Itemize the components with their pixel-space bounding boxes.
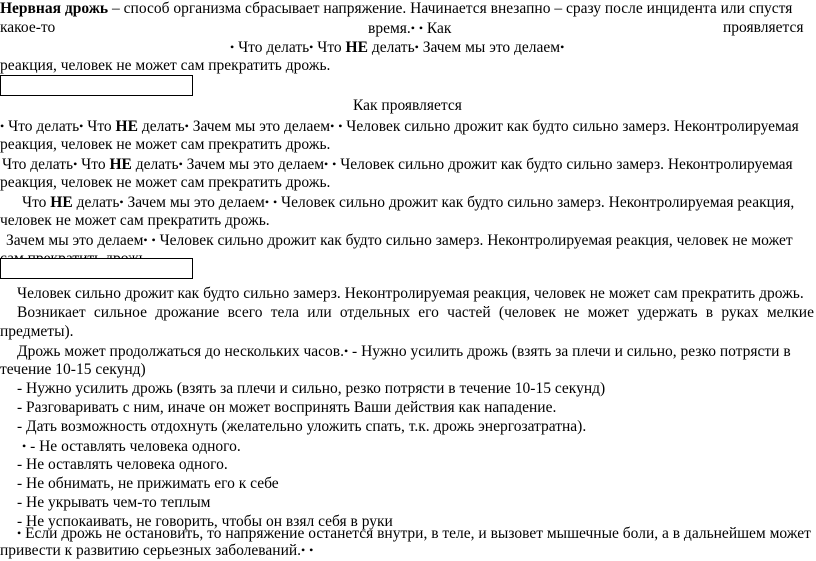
ne-bold: НЕ — [109, 156, 132, 173]
text-fragment: Дрожь может продолжаться до нескольких часов. — [17, 343, 344, 360]
bullet-icon: • — [0, 119, 5, 133]
bullet-icon: • — [119, 195, 124, 209]
bullet-icon: • — [151, 233, 156, 247]
text-line: реакция, человек не может сам прекратить дрожь. — [0, 57, 331, 74]
bullet-icon: • — [178, 157, 183, 171]
bullet-icon: • — [143, 233, 148, 247]
menu-item-text: Что — [317, 39, 346, 56]
justified-text: Возникает сильное дрожание всего тела или отдельных его частей (человек не может удержать в руках мелкие — [17, 304, 814, 321]
bullet-icon: • — [264, 195, 270, 209]
text-line: течение 10-15 секунд) — [0, 361, 146, 378]
intro-line — [0, 0, 792, 18]
bullet-icon: • — [309, 543, 314, 557]
list-item: - Не обнимать, не прижимать его к себе — [17, 475, 279, 492]
empty-box — [0, 258, 193, 279]
bullet-icon: • — [184, 119, 189, 133]
text-line: Человек сильно дрожит как будто сильно замерз. Неконтролируемая реакция, человек не может сам прекратить дрожь. — [17, 285, 804, 302]
text-line: предметы). — [0, 323, 74, 340]
text-fragment: Зачем мы это делаем — [127, 194, 265, 211]
intro-text: – способ организма сбрасывает напряжение. Начинается внезапно – сразу после инцидента или спустя — [108, 0, 793, 17]
bullet-icon: • — [272, 195, 278, 209]
bullet-icon: • — [324, 157, 329, 171]
bullet-icon: • — [73, 157, 78, 171]
ne-bold: НЕ — [50, 194, 73, 211]
text-fragment: привести к развитию серьезных заболеваний. — [0, 542, 302, 559]
text-line — [2, 155, 793, 174]
text-fragment: Что делать — [2, 156, 74, 173]
text-line — [0, 117, 799, 136]
text-fragment: - Не оставлять человека одного. — [26, 438, 241, 455]
text-fragment: Зачем мы это делаем — [192, 118, 331, 135]
text-fragment: Человек сильно дрожит как будто сильно замерз. Неконтролируемая реакция, человек не может — [159, 232, 793, 249]
section-heading: Как проявляется — [353, 97, 462, 114]
bullet-icon: • — [332, 157, 337, 171]
bullet-icon: • — [330, 119, 335, 133]
empty-box — [0, 75, 193, 96]
text-fragment: Что — [22, 194, 51, 211]
text-fragment: делать — [72, 194, 120, 211]
text-fragment: делать — [131, 156, 179, 173]
ne-bold: НЕ — [345, 39, 368, 56]
text-fragment: Зачем мы это делаем — [186, 156, 325, 173]
bullet-icon: • — [338, 119, 343, 133]
list-item: - Разговаривать с ним, иначе он может воспринять Ваши действия как нападение. — [17, 399, 557, 416]
text-fragment: Человек сильно дрожит как будто сильно замерз. Неконтролируемая — [346, 118, 799, 135]
bullet-icon: • — [301, 543, 306, 557]
bullet-icon: • — [309, 40, 314, 54]
text-line — [6, 231, 793, 250]
text-fragment: - Нужно усилить дрожь (взять за плечи и сильно, резко потрясти в — [348, 343, 791, 360]
menu-item-text: Что делать — [238, 39, 310, 56]
text-line: человек не может сам прекратить дрожь. — [0, 212, 270, 229]
text-line — [22, 193, 794, 212]
bullet-icon: • — [230, 40, 235, 54]
bullet-icon: • — [79, 119, 84, 133]
text-fragment: Человек сильно дрожит как будто сильно замерз. Неконтролируемая — [340, 156, 793, 173]
bullet-icon: • — [410, 21, 415, 35]
list-item — [22, 437, 241, 456]
list-item: - Не оставлять человека одного. — [17, 456, 228, 473]
list-item: - Не успокаивать, не говорить, чтобы он взял себя в руки — [17, 513, 393, 530]
bullet-icon: • — [414, 40, 419, 54]
heading-bold: Нервная дрожь — [0, 0, 109, 17]
bullet-icon: • — [17, 526, 22, 540]
text-fragment: Человек сильно дрожит как будто сильно замерз. Неконтролируемая реакция, — [281, 194, 795, 211]
bullet-icon: • — [22, 439, 27, 453]
bullet-icon: • — [418, 21, 424, 35]
text-line — [17, 342, 791, 361]
list-item: - Не укрывать чем-то теплым — [17, 494, 211, 511]
ne-bold: НЕ — [115, 118, 138, 135]
menu-line — [230, 38, 564, 57]
text-fragment: Что делать — [8, 118, 80, 135]
text-fragment: Зачем мы это делаем — [6, 232, 144, 249]
list-item: - Дать возможность отдохнуть (желательно уложить спать, т.к. дрожь энергозатратна). — [17, 418, 587, 435]
text-line: реакция, человек не может сам прекратить дрожь. — [0, 174, 331, 191]
text-fragment: Если дрожь не остановить, то напряжение останется внутри, в теле, и вызовет мышечные боли, а в дальнейшем может — [21, 525, 811, 542]
menu-item-text: Зачем мы это делаем — [422, 39, 561, 56]
text-fragment: какое-то — [0, 19, 56, 36]
text-fragment: делать — [137, 118, 185, 135]
menu-item-text: делать — [367, 39, 415, 56]
bullet-icon: • — [343, 344, 349, 358]
bullet-icon: • — [560, 40, 565, 54]
text-fragment: Что — [87, 118, 116, 135]
list-item: - Нужно усилить дрожь (взять за плечи и сильно, резко потрясти в течение 10-15 секунд) — [17, 380, 606, 397]
text-line — [0, 541, 313, 560]
text-fragment: проявляется — [723, 19, 804, 36]
text-fragment: Что — [81, 156, 110, 173]
text-line: реакция, человек не может сам прекратить дрожь. — [0, 136, 331, 153]
text-fragment: время.• • Как — [368, 20, 452, 37]
text-line — [17, 304, 814, 322]
